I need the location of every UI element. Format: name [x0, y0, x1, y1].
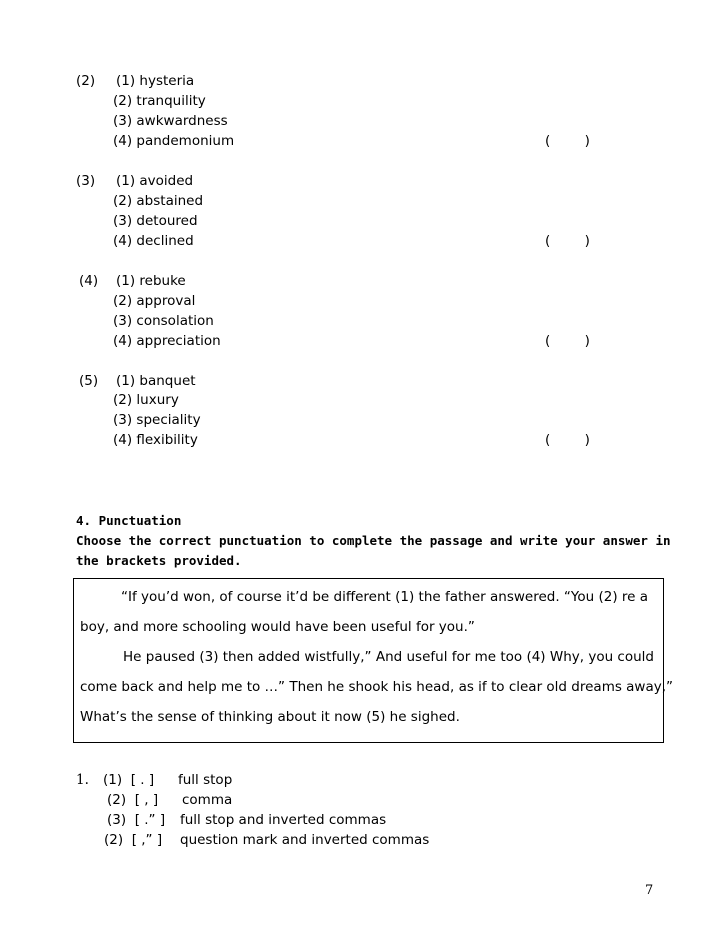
passage-line: come back and help me to …” Then he shook his head, as if to clear old dreams away,”: [80, 679, 674, 695]
option-desc: full stop: [178, 772, 233, 788]
question-number: 1.: [76, 772, 89, 788]
passage-line: What’s the sense of thinking about it now (5) he sighed.: [80, 709, 460, 725]
option: (4) pandemonium: [113, 133, 235, 149]
option: (3) detoured: [113, 213, 198, 229]
option: (4) declined: [113, 233, 194, 249]
section-instruction: Choose the correct punctuation to complete the passage and write your answer in: [76, 533, 671, 548]
answer-bracket[interactable]: ( ): [545, 133, 590, 149]
option: (3) speciality: [113, 412, 201, 428]
question-number: (5): [79, 373, 99, 389]
option-label: (3) [ .” ]: [107, 812, 166, 828]
question-number: (3): [76, 173, 96, 189]
option-label: (2) [ ,” ]: [104, 832, 163, 848]
option: (2) tranquility: [113, 93, 206, 109]
question-number: (2): [76, 73, 96, 89]
option: (1) rebuke: [116, 273, 186, 289]
option: (1) avoided: [116, 173, 194, 189]
question-number: (4): [79, 273, 99, 289]
page-number: 7: [645, 883, 654, 898]
option: (3) consolation: [113, 313, 214, 329]
option: (2) abstained: [113, 193, 204, 209]
option-label: (1) [ . ]: [103, 772, 155, 788]
answer-bracket[interactable]: ( ): [545, 233, 590, 249]
passage-line: “If you’d won, of course it’d be different (1) the father answered. “You (2) re a: [121, 589, 649, 605]
passage-box: [73, 578, 674, 743]
option: (3) awkwardness: [113, 113, 228, 129]
option: (2) approval: [113, 293, 196, 309]
option: (4) flexibility: [113, 432, 198, 448]
option: (4) appreciation: [113, 333, 221, 349]
answer-bracket[interactable]: ( ): [545, 432, 590, 448]
section-instruction: the brackets provided.: [76, 553, 242, 568]
passage-line: He paused (3) then added wistfully,” And useful for me too (4) Why, you could: [123, 649, 654, 665]
option: (2) luxury: [113, 392, 179, 408]
answer-bracket[interactable]: ( ): [545, 333, 590, 349]
option-desc: full stop and inverted commas: [180, 812, 387, 828]
passage-line: boy, and more schooling would have been useful for you.”: [80, 619, 475, 635]
option: (1) banquet: [116, 373, 196, 389]
option-desc: question mark and inverted commas: [180, 832, 430, 848]
option-desc: comma: [182, 792, 233, 808]
option-label: (2) [ , ]: [107, 792, 159, 808]
section-title: 4. Punctuation: [76, 513, 182, 528]
option: (1) hysteria: [116, 73, 195, 89]
